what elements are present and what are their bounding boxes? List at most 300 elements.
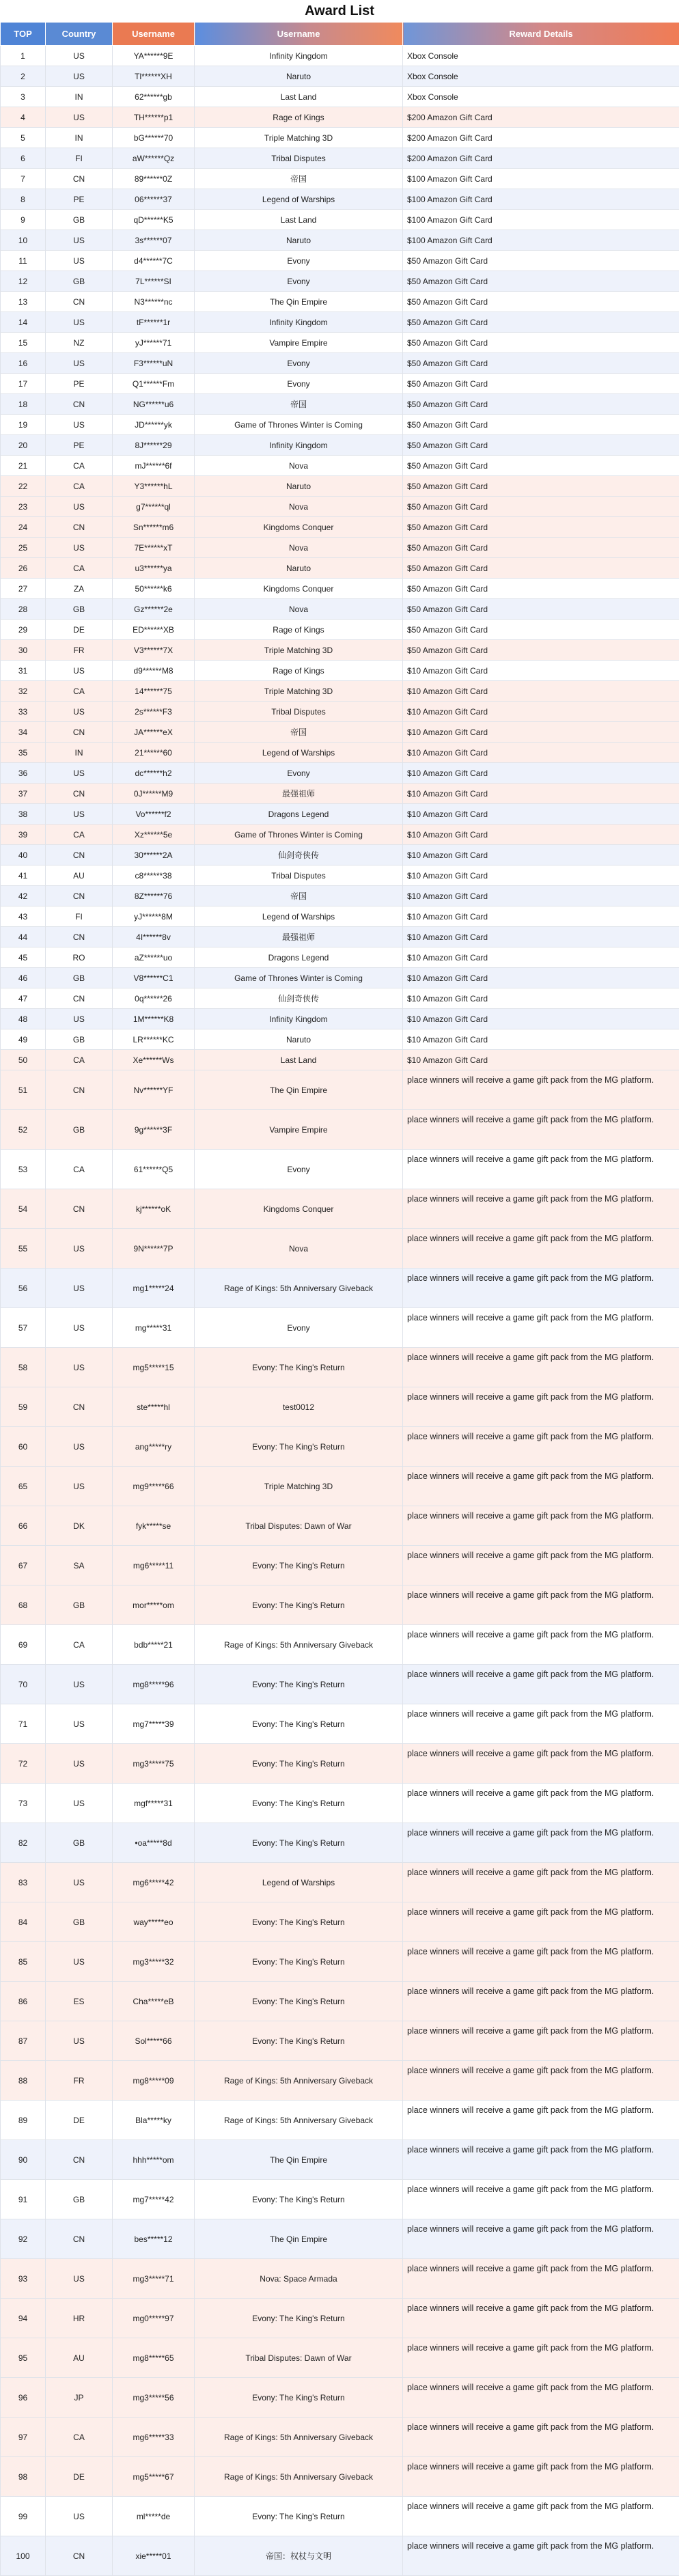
reward-cell: $200 Amazon Gift Card	[403, 148, 679, 169]
table-row	[1, 1823, 679, 1863]
rank-cell: 90	[1, 2140, 46, 2180]
country-cell: FI	[46, 906, 113, 927]
table-row	[1, 558, 679, 579]
reward-cell: place winners will receive a game gift pack from the MG platform.	[403, 1427, 679, 1467]
game-cell: Tribal Disputes: Dawn of War	[195, 2338, 403, 2378]
username-cell: 1M******K8	[113, 1009, 195, 1029]
rank-cell: 12	[1, 271, 46, 292]
username-cell: 50******k6	[113, 579, 195, 599]
reward-cell: place winners will receive a game gift pack from the MG platform.	[403, 1348, 679, 1387]
rank-cell: 96	[1, 2378, 46, 2418]
rank-cell: 82	[1, 1823, 46, 1863]
reward-cell: place winners will receive a game gift pack from the MG platform.	[403, 2299, 679, 2338]
game-cell: Last Land	[195, 210, 403, 230]
table-row	[1, 2299, 679, 2338]
country-cell: ZA	[46, 579, 113, 599]
game-cell: Nova	[195, 538, 403, 558]
rank-cell: 72	[1, 1744, 46, 1784]
username-cell: yJ******8M	[113, 906, 195, 927]
country-cell: US	[46, 66, 113, 87]
rank-cell: 95	[1, 2338, 46, 2378]
rank-cell: 51	[1, 1070, 46, 1110]
username-cell: Y3******hL	[113, 476, 195, 497]
rank-cell: 48	[1, 1009, 46, 1029]
reward-cell: place winners will receive a game gift pack from the MG platform.	[403, 1150, 679, 1189]
table-row	[1, 906, 679, 927]
header-username: Username	[113, 23, 195, 46]
username-cell: 61******Q5	[113, 1150, 195, 1189]
game-cell: Infinity Kingdom	[195, 1009, 403, 1029]
header-row	[1, 23, 679, 46]
reward-cell: place winners will receive a game gift pack from the MG platform.	[403, 2021, 679, 2061]
rank-cell: 98	[1, 2457, 46, 2497]
country-cell: RO	[46, 947, 113, 968]
username-cell: mg0*****97	[113, 2299, 195, 2338]
table-row	[1, 230, 679, 251]
reward-cell: place winners will receive a game gift pack from the MG platform.	[403, 2378, 679, 2418]
country-cell: FI	[46, 148, 113, 169]
username-cell: Vo******f2	[113, 804, 195, 825]
reward-cell: place winners will receive a game gift pack from the MG platform.	[403, 2259, 679, 2299]
reward-cell: $200 Amazon Gift Card	[403, 128, 679, 148]
reward-cell: Xbox Console	[403, 87, 679, 107]
username-cell: 14******75	[113, 681, 195, 702]
reward-cell: place winners will receive a game gift pack from the MG platform.	[403, 1110, 679, 1150]
game-cell: Evony: The King's Return	[195, 1665, 403, 1704]
rank-cell: 56	[1, 1269, 46, 1308]
header-top: TOP	[1, 23, 46, 46]
country-cell: CA	[46, 1050, 113, 1070]
rank-cell: 97	[1, 2418, 46, 2457]
table-row	[1, 1189, 679, 1229]
game-cell: The Qin Empire	[195, 292, 403, 312]
country-cell: CN	[46, 292, 113, 312]
game-cell: Evony	[195, 1150, 403, 1189]
country-cell: US	[46, 46, 113, 66]
game-cell: Rage of Kings	[195, 107, 403, 128]
rank-cell: 88	[1, 2061, 46, 2101]
username-cell: g7******ql	[113, 497, 195, 517]
table-row	[1, 1110, 679, 1150]
rank-cell: 44	[1, 927, 46, 947]
reward-cell: $100 Amazon Gift Card	[403, 230, 679, 251]
rank-cell: 86	[1, 1982, 46, 2021]
table-row	[1, 886, 679, 906]
game-cell: Rage of Kings: 5th Anniversary Giveback	[195, 1269, 403, 1308]
country-cell: US	[46, 1348, 113, 1387]
rank-cell: 69	[1, 1625, 46, 1665]
reward-cell: $50 Amazon Gift Card	[403, 435, 679, 456]
username-cell: mg7*****39	[113, 1704, 195, 1744]
reward-cell: $50 Amazon Gift Card	[403, 251, 679, 271]
table-row	[1, 1784, 679, 1823]
game-cell: Kingdoms Conquer	[195, 517, 403, 538]
table-row	[1, 681, 679, 702]
table-row	[1, 517, 679, 538]
reward-cell: $10 Amazon Gift Card	[403, 702, 679, 722]
username-cell: NG******u6	[113, 394, 195, 415]
game-cell: Evony: The King's Return	[195, 2299, 403, 2338]
table-row	[1, 1902, 679, 1942]
reward-cell: $10 Amazon Gift Card	[403, 1009, 679, 1029]
country-cell: GB	[46, 1029, 113, 1050]
table-row	[1, 1229, 679, 1269]
table-row	[1, 148, 679, 169]
username-cell: 06******37	[113, 189, 195, 210]
username-cell: dc******h2	[113, 763, 195, 784]
reward-cell: $50 Amazon Gift Card	[403, 620, 679, 640]
table-row	[1, 333, 679, 353]
table-row	[1, 2418, 679, 2457]
game-cell: Rage of Kings	[195, 620, 403, 640]
username-cell: 62******gb	[113, 87, 195, 107]
rank-cell: 35	[1, 743, 46, 763]
game-cell: Rage of Kings: 5th Anniversary Giveback	[195, 2061, 403, 2101]
reward-cell: $10 Amazon Gift Card	[403, 763, 679, 784]
table-row	[1, 968, 679, 988]
game-cell: The Qin Empire	[195, 2140, 403, 2180]
country-cell: PE	[46, 189, 113, 210]
table-row	[1, 1467, 679, 1506]
table-row	[1, 2101, 679, 2140]
table-row	[1, 2338, 679, 2378]
username-cell: mor*****om	[113, 1585, 195, 1625]
country-cell: PE	[46, 435, 113, 456]
table-row	[1, 497, 679, 517]
game-cell: Nova	[195, 497, 403, 517]
game-cell: Triple Matching 3D	[195, 681, 403, 702]
game-cell: The Qin Empire	[195, 2219, 403, 2259]
reward-cell: $50 Amazon Gift Card	[403, 353, 679, 374]
country-cell: US	[46, 1665, 113, 1704]
country-cell: CN	[46, 394, 113, 415]
game-cell: 仙剑奇侠传	[195, 845, 403, 865]
country-cell: US	[46, 1427, 113, 1467]
username-cell: mg9*****66	[113, 1467, 195, 1506]
game-cell: Evony: The King's Return	[195, 1704, 403, 1744]
game-cell: Infinity Kingdom	[195, 46, 403, 66]
table-row	[1, 1269, 679, 1308]
game-cell: The Qin Empire	[195, 1070, 403, 1110]
reward-cell: $10 Amazon Gift Card	[403, 804, 679, 825]
username-cell: N3******nc	[113, 292, 195, 312]
rank-cell: 27	[1, 579, 46, 599]
country-cell: ES	[46, 1982, 113, 2021]
reward-cell: $10 Amazon Gift Card	[403, 681, 679, 702]
reward-cell: $50 Amazon Gift Card	[403, 271, 679, 292]
table-row	[1, 2378, 679, 2418]
table-row	[1, 476, 679, 497]
game-cell: Last Land	[195, 87, 403, 107]
username-cell: TH******p1	[113, 107, 195, 128]
country-cell: US	[46, 1784, 113, 1823]
reward-cell: place winners will receive a game gift pack from the MG platform.	[403, 2180, 679, 2219]
rank-cell: 32	[1, 681, 46, 702]
username-cell: c8******38	[113, 865, 195, 886]
username-cell: 0J******M9	[113, 784, 195, 804]
reward-cell: place winners will receive a game gift pack from the MG platform.	[403, 1229, 679, 1269]
game-cell: Rage of Kings	[195, 661, 403, 681]
game-cell: Evony	[195, 271, 403, 292]
rank-cell: 53	[1, 1150, 46, 1189]
game-cell: Evony: The King's Return	[195, 1784, 403, 1823]
username-cell: Xe******Ws	[113, 1050, 195, 1070]
reward-cell: $100 Amazon Gift Card	[403, 210, 679, 230]
username-cell: xie*****01	[113, 2536, 195, 2576]
country-cell: CN	[46, 988, 113, 1009]
country-cell: US	[46, 661, 113, 681]
game-cell: Game of Thrones Winter is Coming	[195, 415, 403, 435]
country-cell: GB	[46, 1585, 113, 1625]
username-cell: mg8*****96	[113, 1665, 195, 1704]
username-cell: mJ******6f	[113, 456, 195, 476]
rank-cell: 28	[1, 599, 46, 620]
username-cell: 30******2A	[113, 845, 195, 865]
game-cell: Vampire Empire	[195, 1110, 403, 1150]
table-row	[1, 1942, 679, 1982]
table-row	[1, 1506, 679, 1546]
reward-cell: place winners will receive a game gift pack from the MG platform.	[403, 1704, 679, 1744]
rank-cell: 25	[1, 538, 46, 558]
rank-cell: 22	[1, 476, 46, 497]
table-row	[1, 784, 679, 804]
username-cell: ste*****hl	[113, 1387, 195, 1427]
country-cell: IN	[46, 743, 113, 763]
game-cell: Rage of Kings: 5th Anniversary Giveback	[195, 2418, 403, 2457]
reward-cell: $100 Amazon Gift Card	[403, 189, 679, 210]
country-cell: CN	[46, 886, 113, 906]
rank-cell: 34	[1, 722, 46, 743]
rank-cell: 60	[1, 1427, 46, 1467]
rank-cell: 45	[1, 947, 46, 968]
reward-cell: place winners will receive a game gift pack from the MG platform.	[403, 1189, 679, 1229]
country-cell: US	[46, 251, 113, 271]
game-cell: Evony	[195, 353, 403, 374]
country-cell: US	[46, 1942, 113, 1982]
rank-cell: 58	[1, 1348, 46, 1387]
game-cell: Naruto	[195, 558, 403, 579]
reward-cell: place winners will receive a game gift pack from the MG platform.	[403, 2536, 679, 2576]
table-row	[1, 2061, 679, 2101]
game-cell: Infinity Kingdom	[195, 312, 403, 333]
country-cell: CN	[46, 845, 113, 865]
game-cell: Dragons Legend	[195, 804, 403, 825]
username-cell: ml*****de	[113, 2497, 195, 2536]
game-cell: Nova	[195, 1229, 403, 1269]
country-cell: GB	[46, 599, 113, 620]
game-cell: Evony: The King's Return	[195, 1942, 403, 1982]
country-cell: IN	[46, 87, 113, 107]
page-title: Award List	[0, 0, 679, 22]
table-row	[1, 2259, 679, 2299]
table-row	[1, 579, 679, 599]
reward-cell: $50 Amazon Gift Card	[403, 394, 679, 415]
table-row	[1, 1050, 679, 1070]
rank-cell: 50	[1, 1050, 46, 1070]
game-cell: Triple Matching 3D	[195, 640, 403, 661]
country-cell: US	[46, 2259, 113, 2299]
rank-cell: 3	[1, 87, 46, 107]
username-cell: 7E******xT	[113, 538, 195, 558]
reward-cell: $10 Amazon Gift Card	[403, 743, 679, 763]
country-cell: DE	[46, 2101, 113, 2140]
reward-cell: Xbox Console	[403, 46, 679, 66]
table-row	[1, 722, 679, 743]
reward-cell: $10 Amazon Gift Card	[403, 661, 679, 681]
reward-cell: place winners will receive a game gift pack from the MG platform.	[403, 1784, 679, 1823]
country-cell: GB	[46, 1902, 113, 1942]
username-cell: JD******yk	[113, 415, 195, 435]
game-cell: Last Land	[195, 1050, 403, 1070]
game-cell: Rage of Kings: 5th Anniversary Giveback	[195, 2457, 403, 2497]
game-cell: 帝国	[195, 169, 403, 189]
username-cell: d9******M8	[113, 661, 195, 681]
table-row	[1, 2457, 679, 2497]
rank-cell: 20	[1, 435, 46, 456]
country-cell: GB	[46, 1823, 113, 1863]
country-cell: CN	[46, 722, 113, 743]
country-cell: US	[46, 1467, 113, 1506]
username-cell: ED******XB	[113, 620, 195, 640]
reward-cell: $10 Amazon Gift Card	[403, 865, 679, 886]
username-cell: bes*****12	[113, 2219, 195, 2259]
table-row	[1, 87, 679, 107]
rank-cell: 15	[1, 333, 46, 353]
table-row	[1, 128, 679, 148]
header-reward: Reward Details	[403, 23, 679, 46]
rank-cell: 26	[1, 558, 46, 579]
rank-cell: 89	[1, 2101, 46, 2140]
table-row	[1, 107, 679, 128]
reward-cell: $50 Amazon Gift Card	[403, 538, 679, 558]
country-cell: CN	[46, 1070, 113, 1110]
username-cell: mg8*****65	[113, 2338, 195, 2378]
table-row	[1, 1863, 679, 1902]
reward-cell: $10 Amazon Gift Card	[403, 947, 679, 968]
game-cell: Naruto	[195, 476, 403, 497]
game-cell: Vampire Empire	[195, 333, 403, 353]
table-row	[1, 661, 679, 681]
country-cell: US	[46, 1229, 113, 1269]
username-cell: •oa*****8d	[113, 1823, 195, 1863]
country-cell: US	[46, 702, 113, 722]
rank-cell: 70	[1, 1665, 46, 1704]
reward-cell: place winners will receive a game gift pack from the MG platform.	[403, 1467, 679, 1506]
table-row	[1, 312, 679, 333]
game-cell: Evony: The King's Return	[195, 1902, 403, 1942]
username-cell: mg6*****33	[113, 2418, 195, 2457]
country-cell: CA	[46, 1150, 113, 1189]
table-row	[1, 2021, 679, 2061]
reward-cell: $10 Amazon Gift Card	[403, 784, 679, 804]
rank-cell: 11	[1, 251, 46, 271]
country-cell: US	[46, 107, 113, 128]
reward-cell: place winners will receive a game gift pack from the MG platform.	[403, 1625, 679, 1665]
username-cell: mg3*****75	[113, 1744, 195, 1784]
rank-cell: 65	[1, 1467, 46, 1506]
game-cell: Triple Matching 3D	[195, 1467, 403, 1506]
rank-cell: 46	[1, 968, 46, 988]
table-row	[1, 456, 679, 476]
game-cell: Legend of Warships	[195, 189, 403, 210]
table-row	[1, 1665, 679, 1704]
rank-cell: 21	[1, 456, 46, 476]
rank-cell: 59	[1, 1387, 46, 1427]
reward-cell: $50 Amazon Gift Card	[403, 333, 679, 353]
country-cell: US	[46, 497, 113, 517]
game-cell: 帝国	[195, 394, 403, 415]
rank-cell: 1	[1, 46, 46, 66]
reward-cell: $50 Amazon Gift Card	[403, 517, 679, 538]
username-cell: Cha*****eB	[113, 1982, 195, 2021]
table-row	[1, 947, 679, 968]
reward-cell: $50 Amazon Gift Card	[403, 415, 679, 435]
header-country: Country	[46, 23, 113, 46]
rank-cell: 91	[1, 2180, 46, 2219]
table-row	[1, 210, 679, 230]
table-row	[1, 2536, 679, 2576]
username-cell: mg3*****71	[113, 2259, 195, 2299]
username-cell: qD******K5	[113, 210, 195, 230]
table-row	[1, 599, 679, 620]
table-row	[1, 620, 679, 640]
country-cell: US	[46, 1863, 113, 1902]
rank-cell: 71	[1, 1704, 46, 1744]
country-cell: CA	[46, 456, 113, 476]
rank-cell: 30	[1, 640, 46, 661]
rank-cell: 87	[1, 2021, 46, 2061]
rank-cell: 5	[1, 128, 46, 148]
username-cell: 7L******SI	[113, 271, 195, 292]
country-cell: CA	[46, 2418, 113, 2457]
username-cell: 4I******8v	[113, 927, 195, 947]
game-cell: Kingdoms Conquer	[195, 579, 403, 599]
rank-cell: 2	[1, 66, 46, 87]
game-cell: Evony: The King's Return	[195, 1546, 403, 1585]
country-cell: US	[46, 230, 113, 251]
game-cell: Nova	[195, 456, 403, 476]
game-cell: 帝国：权杖与文明	[195, 2536, 403, 2576]
reward-cell: $50 Amazon Gift Card	[403, 640, 679, 661]
username-cell: 9g******3F	[113, 1110, 195, 1150]
reward-cell: $10 Amazon Gift Card	[403, 845, 679, 865]
game-cell: 仙剑奇侠传	[195, 988, 403, 1009]
country-cell: US	[46, 1744, 113, 1784]
country-cell: US	[46, 353, 113, 374]
username-cell: YA******9E	[113, 46, 195, 66]
reward-cell: place winners will receive a game gift pack from the MG platform.	[403, 1665, 679, 1704]
country-cell: CN	[46, 2219, 113, 2259]
country-cell: CA	[46, 476, 113, 497]
reward-cell: place winners will receive a game gift pack from the MG platform.	[403, 2061, 679, 2101]
country-cell: CN	[46, 517, 113, 538]
reward-cell: place winners will receive a game gift pack from the MG platform.	[403, 1546, 679, 1585]
country-cell: CA	[46, 558, 113, 579]
username-cell: bG******70	[113, 128, 195, 148]
username-cell: aW******Qz	[113, 148, 195, 169]
reward-cell: place winners will receive a game gift pack from the MG platform.	[403, 1744, 679, 1784]
country-cell: GB	[46, 968, 113, 988]
reward-cell: place winners will receive a game gift pack from the MG platform.	[403, 2497, 679, 2536]
game-cell: Evony: The King's Return	[195, 2378, 403, 2418]
country-cell: CN	[46, 2140, 113, 2180]
username-cell: 8Z******76	[113, 886, 195, 906]
reward-cell: place winners will receive a game gift pack from the MG platform.	[403, 1308, 679, 1348]
table-row	[1, 1427, 679, 1467]
table-row	[1, 845, 679, 865]
reward-cell: $10 Amazon Gift Card	[403, 927, 679, 947]
country-cell: IN	[46, 128, 113, 148]
